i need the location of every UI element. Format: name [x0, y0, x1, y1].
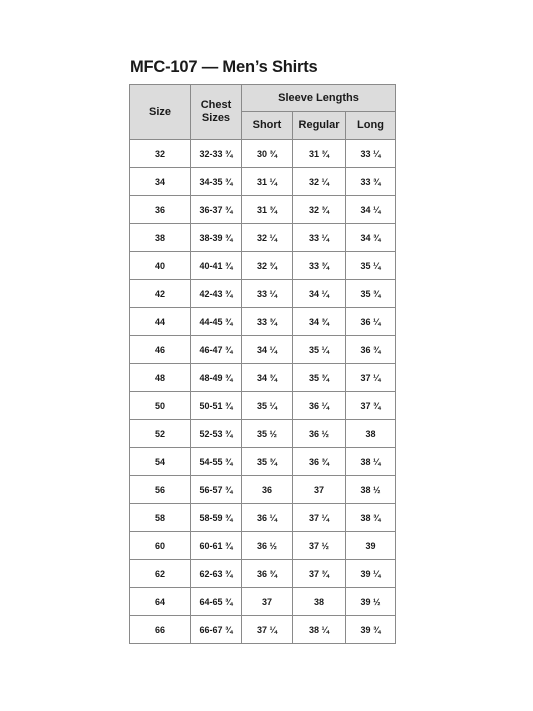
cell-size: 66 [130, 616, 191, 644]
cell-short: 35 ¾ [242, 448, 293, 476]
cell-chest: 66-67 ¾ [191, 616, 242, 644]
cell-short: 36 ¼ [242, 504, 293, 532]
cell-chest: 58-59 ¾ [191, 504, 242, 532]
table-row [130, 336, 396, 364]
cell-size: 42 [130, 280, 191, 308]
cell-chest: 42-43 ¾ [191, 280, 242, 308]
cell-regular: 36 ¼ [293, 392, 346, 420]
header-chest-sizes: Chest Sizes [191, 85, 242, 140]
header-short: Short [242, 112, 293, 140]
table-row [130, 560, 396, 588]
size-chart-table [129, 84, 396, 644]
cell-regular: 33 ¾ [293, 252, 346, 280]
cell-regular: 34 ¾ [293, 308, 346, 336]
cell-long: 34 ¼ [346, 196, 396, 224]
cell-short: 35 ¼ [242, 392, 293, 420]
cell-regular: 31 ¾ [293, 140, 346, 168]
cell-size: 46 [130, 336, 191, 364]
cell-long: 38 ½ [346, 476, 396, 504]
cell-chest: 60-61 ¾ [191, 532, 242, 560]
cell-chest: 62-63 ¾ [191, 560, 242, 588]
cell-size: 52 [130, 420, 191, 448]
cell-size: 44 [130, 308, 191, 336]
cell-short: 37 ¼ [242, 616, 293, 644]
cell-regular: 35 ¾ [293, 364, 346, 392]
cell-long: 33 ¾ [346, 168, 396, 196]
cell-chest: 52-53 ¾ [191, 420, 242, 448]
cell-regular: 37 ½ [293, 532, 346, 560]
cell-short: 31 ¾ [242, 196, 293, 224]
cell-long: 39 ¼ [346, 560, 396, 588]
table-row [130, 588, 396, 616]
table-row [130, 224, 396, 252]
cell-short: 31 ¼ [242, 168, 293, 196]
header-long: Long [346, 112, 396, 140]
table-row [130, 392, 396, 420]
cell-chest: 44-45 ¾ [191, 308, 242, 336]
cell-short: 32 ¼ [242, 224, 293, 252]
cell-size: 38 [130, 224, 191, 252]
cell-regular: 37 [293, 476, 346, 504]
cell-size: 62 [130, 560, 191, 588]
cell-size: 60 [130, 532, 191, 560]
cell-regular: 34 ¼ [293, 280, 346, 308]
cell-size: 58 [130, 504, 191, 532]
cell-short: 34 ¾ [242, 364, 293, 392]
cell-long: 39 ¾ [346, 616, 396, 644]
cell-chest: 64-65 ¾ [191, 588, 242, 616]
header-row-top [130, 85, 396, 112]
table-row [130, 532, 396, 560]
cell-size: 32 [130, 140, 191, 168]
cell-regular: 37 ¼ [293, 504, 346, 532]
cell-regular: 33 ¼ [293, 224, 346, 252]
cell-size: 40 [130, 252, 191, 280]
table-row [130, 252, 396, 280]
cell-long: 38 [346, 420, 396, 448]
cell-regular: 36 ¾ [293, 448, 346, 476]
table-row [130, 616, 396, 644]
cell-size: 56 [130, 476, 191, 504]
cell-long: 38 ¾ [346, 504, 396, 532]
cell-regular: 32 ¼ [293, 168, 346, 196]
table-row [130, 364, 396, 392]
cell-chest: 34-35 ¾ [191, 168, 242, 196]
table-row [130, 420, 396, 448]
cell-size: 36 [130, 196, 191, 224]
cell-chest: 40-41 ¾ [191, 252, 242, 280]
table-row [130, 504, 396, 532]
table-row [130, 140, 396, 168]
table-header [130, 85, 396, 140]
page-title: MFC-107 — Men’s Shirts [130, 58, 318, 76]
cell-short: 37 [242, 588, 293, 616]
cell-regular: 37 ¾ [293, 560, 346, 588]
cell-long: 36 ¼ [346, 308, 396, 336]
cell-size: 50 [130, 392, 191, 420]
cell-long: 34 ¾ [346, 224, 396, 252]
cell-long: 36 ¾ [346, 336, 396, 364]
cell-short: 35 ½ [242, 420, 293, 448]
cell-regular: 32 ¾ [293, 196, 346, 224]
cell-chest: 50-51 ¾ [191, 392, 242, 420]
cell-short: 33 ¼ [242, 280, 293, 308]
cell-regular: 38 [293, 588, 346, 616]
cell-chest: 48-49 ¾ [191, 364, 242, 392]
cell-long: 37 ¼ [346, 364, 396, 392]
cell-short: 32 ¾ [242, 252, 293, 280]
header-sleeve-lengths: Sleeve Lengths [242, 85, 396, 112]
cell-chest: 36-37 ¾ [191, 196, 242, 224]
cell-short: 33 ¾ [242, 308, 293, 336]
cell-short: 34 ¼ [242, 336, 293, 364]
cell-chest: 54-55 ¾ [191, 448, 242, 476]
cell-chest: 32-33 ¾ [191, 140, 242, 168]
table-row [130, 308, 396, 336]
header-regular: Regular [293, 112, 346, 140]
cell-regular: 38 ¼ [293, 616, 346, 644]
cell-short: 36 ¾ [242, 560, 293, 588]
cell-long: 39 [346, 532, 396, 560]
cell-regular: 36 ½ [293, 420, 346, 448]
table-body [130, 140, 396, 644]
table-row [130, 448, 396, 476]
cell-long: 38 ¼ [346, 448, 396, 476]
cell-short: 36 ½ [242, 532, 293, 560]
cell-size: 48 [130, 364, 191, 392]
table-row [130, 476, 396, 504]
cell-size: 34 [130, 168, 191, 196]
cell-chest: 38-39 ¾ [191, 224, 242, 252]
cell-long: 39 ½ [346, 588, 396, 616]
cell-long: 35 ¾ [346, 280, 396, 308]
table-row [130, 280, 396, 308]
cell-short: 36 [242, 476, 293, 504]
cell-regular: 35 ¼ [293, 336, 346, 364]
cell-size: 64 [130, 588, 191, 616]
cell-chest: 46-47 ¾ [191, 336, 242, 364]
cell-long: 33 ¼ [346, 140, 396, 168]
cell-long: 37 ¾ [346, 392, 396, 420]
cell-long: 35 ¼ [346, 252, 396, 280]
cell-chest: 56-57 ¾ [191, 476, 242, 504]
cell-short: 30 ¾ [242, 140, 293, 168]
header-size: Size [130, 85, 191, 140]
table-row [130, 168, 396, 196]
table-row [130, 196, 396, 224]
cell-size: 54 [130, 448, 191, 476]
